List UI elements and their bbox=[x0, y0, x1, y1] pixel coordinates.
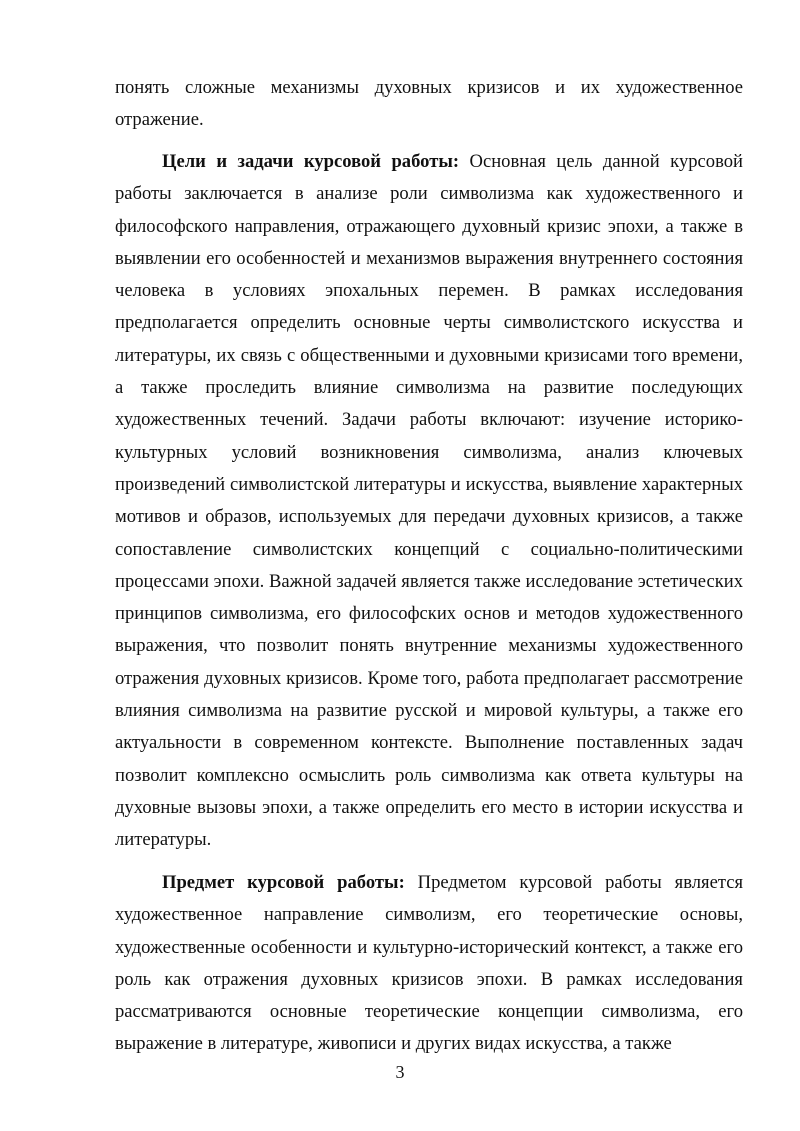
subject-body: Предметом курсовой работы является художественное направление символизм, его теоретические основы, художественные особенности и культурно-исторический контекст, а также его роль как отражения духовных кризисов эпохи. В рамках исследования рассматриваются основные теоретические концепции символизма, его выражение в литературе, живописи и других видах искусства, а также bbox=[115, 872, 744, 1055]
page-number: 3 bbox=[395, 1062, 405, 1082]
goals-body: Основная цель данной курсовой работы заключается в анализе роли символизма как художественного и философского направления, отражающего духовный кризис эпохи, а также в выявлении его особенностей и механизмов выражения внутреннего состояния человека в условиях эпохальных перемен. В рамках исследования предполагается определить основные черты символистского искусства и литературы, их связь с общественными и духовными кризисами того времени, а также проследить влияние символизма на развитие последующих художественных течений. Задачи работы включают: изучение историко-культурных условий возникновения символизма, анализ ключевых произведений символистской литературы и искусства, выявление характерных мотивов и образов, используемых для передачи духовных кризисов, а также сопоставление символистских концепций с социально-политическими процессами эпохи. Важной задачей является также исследование эстетических принципов символизма, его философских основ и методов художественного выражения, что позволит понять внутренние механизмы художественного отражения духовных кризисов. Кроме того, работа предполагает рассмотрение влияния символизма на развитие русской и мировой культуры, а также его актуальности в современном контексте. Выполнение поставленных задач позволит комплексно осмыслить роль символизма как ответа культуры на духовные вызовы эпохи, а также определить его место в истории искусства и литературы. bbox=[115, 151, 743, 851]
goals-paragraph bbox=[115, 146, 743, 857]
subject-paragraph bbox=[115, 867, 743, 1061]
continuation-text: понять сложные механизмы духовных кризисов и их художественное отражение. bbox=[115, 77, 743, 131]
goals-heading: Цели и задачи курсовой работы: bbox=[162, 151, 460, 172]
continuation-paragraph bbox=[115, 72, 743, 137]
goals-text bbox=[115, 146, 743, 857]
subject-text bbox=[115, 867, 743, 1061]
subject-heading: Предмет курсовой работы: bbox=[162, 872, 405, 893]
